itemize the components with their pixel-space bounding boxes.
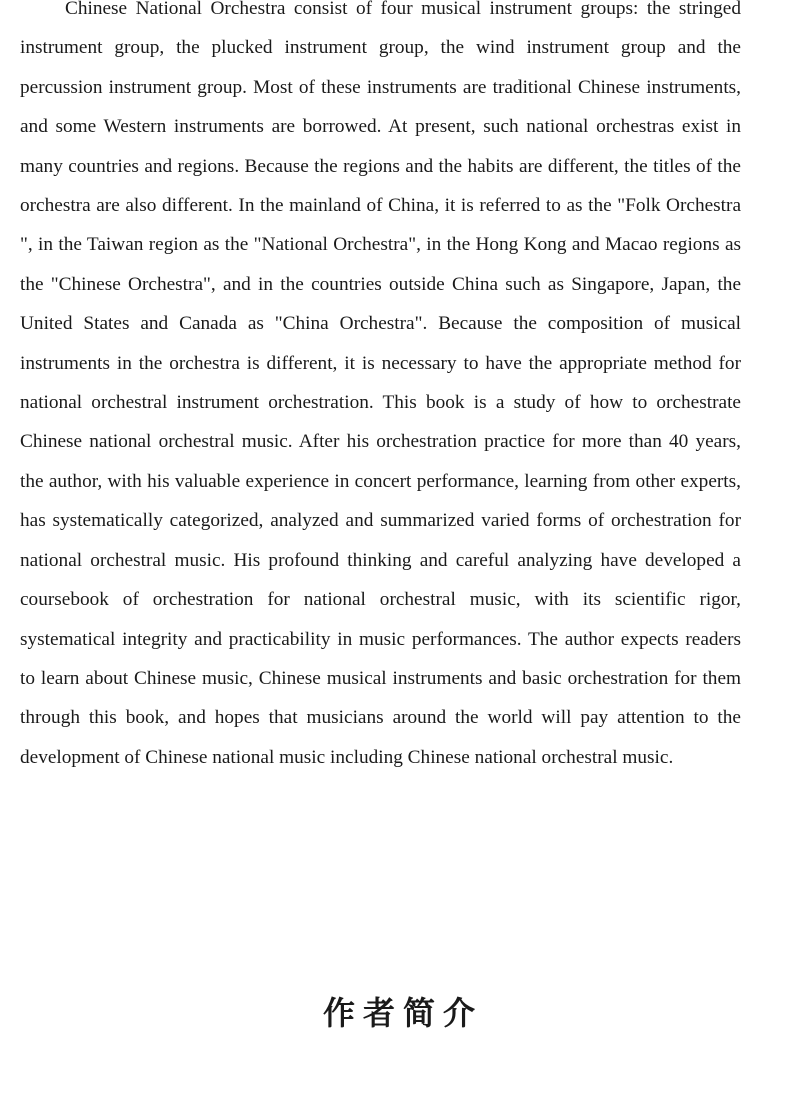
section-heading-author-intro: 作者简介 <box>322 994 483 1032</box>
body-paragraph: Chinese National Orchestra consist of four musical instrument groups: the stringed instrument group, the plucked instrument group, the wind instrument group and the percussion instrument group. Most of these instruments are traditional Chinese instruments, and some Western instruments are borrowed. At present, such national orchestras exist in many countries and regions. Because the regions and the habits are different, the titles of the orchestra are also different. In the mainland of China, it is referred to as the "Folk Orchestra ", in the Taiwan region as the "National Orchestra", in the Hong Kong and Macao regions as the "Chinese Orchestra", and in the countries outside China such as Singapore, Japan, the United States and Canada as "China Orchestra". Because the composition of musical instruments in the orchestra is different, it is necessary to have the appropriate method for national orchestral instrument orchestration. This book is a study of how to orchestrate Chinese national orchestral music. After his orchestration practice for more than 40 years, the author, with his valuable experience in concert performance, learning from other experts, has systematically categorized, analyzed and summarized varied forms of orchestration for national orchestral music. His profound thinking and careful analyzing have developed a coursebook of orchestration for national orchestral music, with its scientific rigor, systematical integrity and practicability in music performances. The author expects readers to learn about Chinese music, Chinese musical instruments and basic orchestration for them through this book, and hopes that musicians around the world will pay attention to the development of Chinese national music including Chinese national orchestral music. <box>20 0 741 768</box>
